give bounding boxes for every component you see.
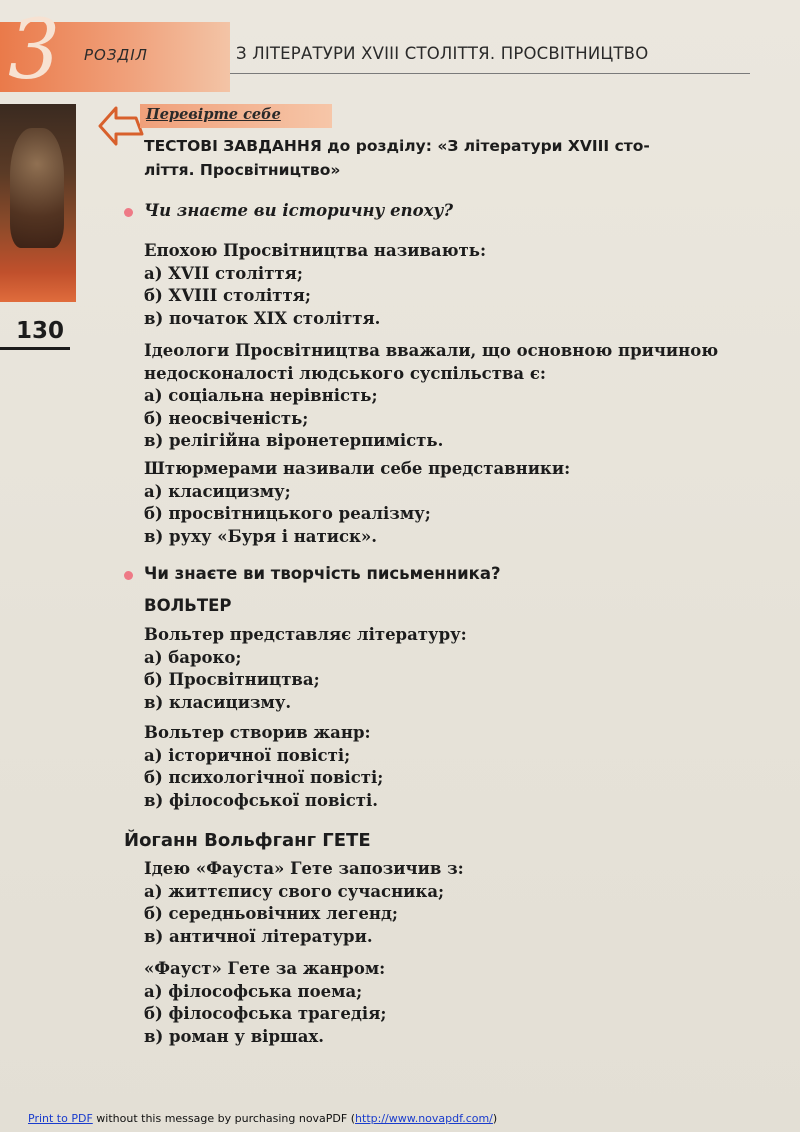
author-name: ВОЛЬТЕР [144, 596, 232, 615]
author-name: Йоганн Вольфганг ГЕТЕ [124, 830, 371, 851]
option: б) психологічної повісті; [144, 768, 384, 787]
section-heading: Чи знаєте ви творчість письменника? [144, 564, 501, 583]
question-text: Вольтер створив жанр: [144, 723, 371, 742]
question-text: Ідеологи Просвітництва вважали, що основною причиною [144, 341, 719, 360]
bullet-icon [124, 208, 133, 217]
option: б) філософська трагедія; [144, 1004, 387, 1023]
question-text: Штюрмерами називали себе представники: [144, 459, 571, 478]
question-text: Вольтер представляє літературу: [144, 625, 467, 644]
question-block [144, 458, 764, 548]
option: б) неосвіченість; [144, 408, 309, 428]
option: в) роман у віршах. [144, 1026, 324, 1046]
pdf-footer [28, 1112, 497, 1125]
header-rule [230, 73, 750, 74]
option: а) історичної повісті; [144, 745, 351, 765]
page-number-rule [0, 347, 70, 350]
question-text: недосконалості людського суспільства є: [144, 363, 546, 383]
chapter-number: 3 [8, 3, 61, 98]
option: б) Просвітництва; [144, 670, 320, 689]
question-text: Епохою Просвітництва називають: [144, 241, 487, 260]
option: а) класицизму; [144, 481, 291, 501]
side-illustration [0, 104, 76, 302]
option: а) життєпису свого сучасника; [144, 881, 445, 901]
bullet-icon [124, 571, 133, 580]
test-title-line1: ТЕСТОВІ ЗАВДАННЯ до розділу: «З літератури XVIII сто- [144, 137, 650, 155]
option: в) античної літератури. [144, 926, 373, 946]
option: б) середньовічних легенд; [144, 904, 399, 923]
test-title-line2: ліття. Просвітництво» [144, 161, 341, 179]
question-block [144, 958, 764, 1048]
arrow-outline-icon [96, 104, 146, 150]
footer-text: without this message by purchasing novaPDF ( [92, 1112, 356, 1125]
option: а) бароко; [144, 647, 242, 667]
option: а) філософська поема; [144, 981, 363, 1001]
option: в) руху «Буря і натиск». [144, 526, 377, 546]
page-number: 130 [16, 318, 65, 344]
option: а) соціальна нерівність; [144, 386, 378, 405]
question-block [144, 624, 764, 714]
header-title: З ЛІТЕРАТУРИ XVIII СТОЛІТТЯ. ПРОСВІТНИЦТВО [236, 44, 649, 63]
question-text: «Фауст» Гете за жанром: [144, 959, 386, 978]
novapdf-link[interactable]: http://www.novapdf.com/ [355, 1112, 493, 1125]
option: б) просвітницького реалізму; [144, 504, 431, 523]
chapter-word: РОЗДІЛ [84, 46, 148, 64]
option: в) філософської повісті. [144, 790, 379, 810]
option: в) класицизму. [144, 692, 292, 712]
question-text: Ідею «Фауста» Гете запозичив з: [144, 859, 464, 878]
print-to-pdf-link[interactable]: Print to PDF [28, 1112, 93, 1125]
option: в) початок XIX століття. [144, 308, 381, 328]
question-block [144, 240, 764, 330]
check-yourself-heading: Перевірте себе [146, 106, 281, 123]
test-title [144, 134, 764, 182]
option: а) XVII століття; [144, 263, 303, 283]
question-block [144, 340, 764, 453]
section-heading: Чи знаєте ви історичну епоху? [144, 201, 454, 220]
footer-text-end: ) [492, 1112, 498, 1125]
question-block [144, 858, 764, 948]
option: в) релігійна віронетерпимість. [144, 431, 444, 450]
question-block [144, 722, 764, 812]
option: б) XVIII століття; [144, 286, 311, 305]
